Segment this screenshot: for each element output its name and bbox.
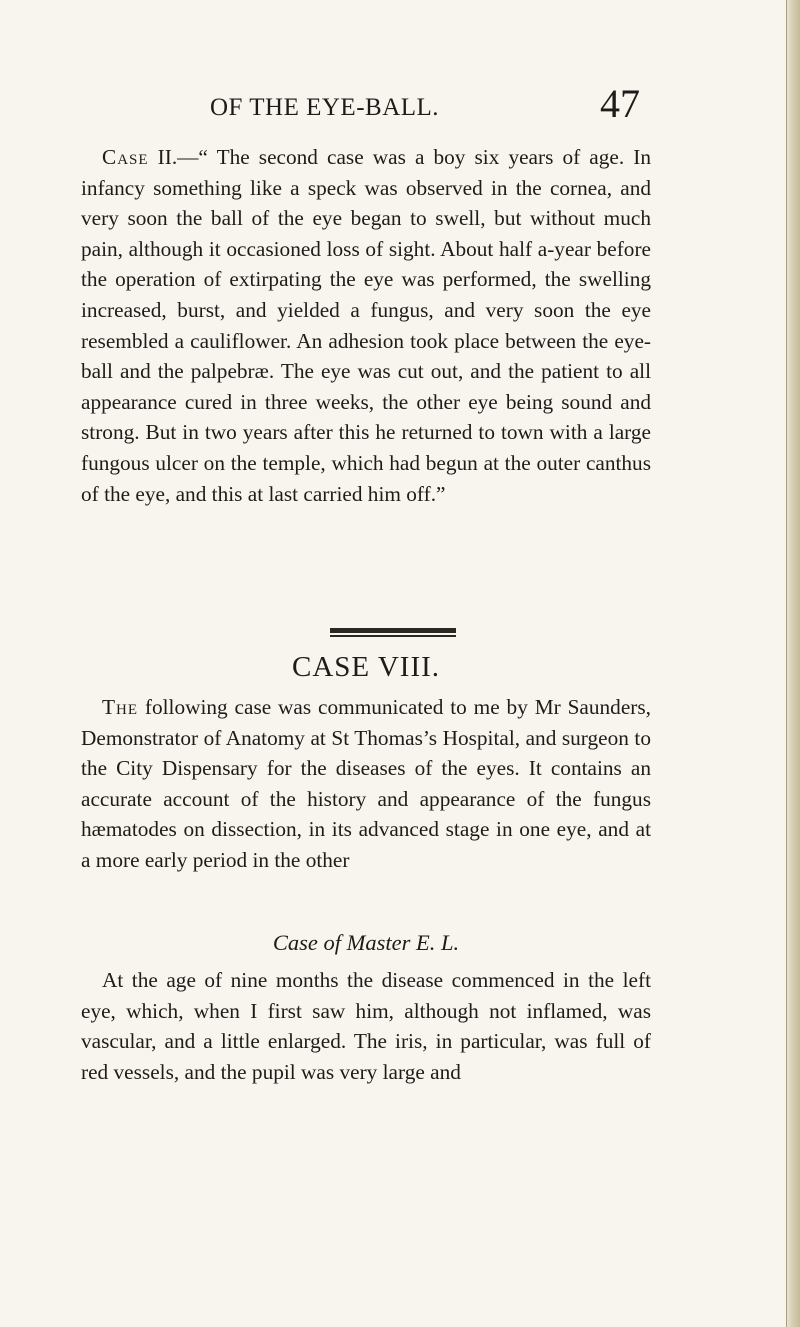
master-case-heading: Case of Master E. L.	[272, 930, 460, 955]
case-viii-heading: CASE VIII.	[291, 651, 441, 683]
case-ii-text: II.—“ The second case was a boy six years of age. In infancy something like a speck was observed in the cornea, and very soon the ball of the eye began to swell, but without much pain, although it occasioned loss of sight. About half a-year before the operation of extirpating the eye was performed, the swelling increased, burst, and yielded a fungus, and very soon the eye resembled a cauliflower. An adhesion took place between the eye-ball and the palpebræ. The eye was cut out, and the patient to all appearance cured in three weeks, the other eye being sound and strong. But in two years after this he returned to town with a large fungous ulcer on the temple, which had begun at the outer canthus of the eye, and this at last carried him off.”	[81, 145, 651, 506]
case-viii-lead: The	[102, 695, 139, 719]
case-ii-paragraph	[81, 142, 651, 509]
page-number: 47	[600, 81, 640, 126]
master-case-paragraph: At the age of nine months the disease commenced in the left eye, which, when I first saw him, although not inflamed, was vascular, and a little enlarged. The iris, in particular, was full of red vessels, and the pupil was very large and	[81, 968, 651, 1084]
running-head-title: OF THE EYE-BALL.	[210, 94, 440, 121]
case-ii-lead: Case	[102, 145, 149, 169]
section-divider-rule	[330, 628, 456, 633]
case-viii-paragraph	[81, 692, 651, 876]
case-viii-text: following case was communicated to me by Mr Saunders, Demonstrator of Anatomy at St Thomas’s Hospital, and surgeon to the City Dispensary for the diseases of the eyes. It contains an accurate account of the history and appearance of the fungus hæmatodes on dissection, in its advanced stage in one eye, and at a more early period in the other	[81, 695, 651, 872]
page-edge	[786, 0, 800, 1327]
page-edge-line	[786, 0, 787, 1327]
running-head	[210, 81, 640, 134]
